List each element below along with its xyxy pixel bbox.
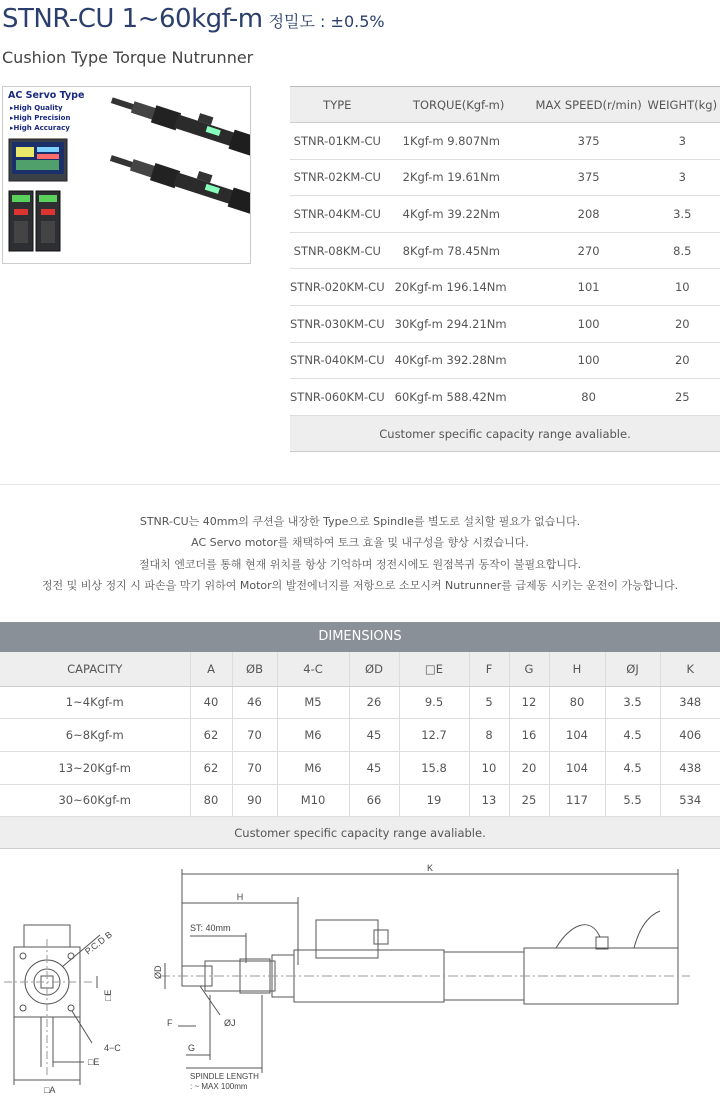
cell-c: M5 [277, 686, 349, 719]
cell-torque: 20Kgf-m 196.14Nm [385, 269, 533, 306]
cell-j: 3.5 [605, 686, 660, 719]
table-row [290, 342, 720, 379]
cell-g: 20 [509, 751, 549, 784]
c-leader [72, 1011, 92, 1043]
cell-f: 10 [469, 751, 509, 784]
motor-connector [596, 937, 608, 949]
cell-weight: 25 [645, 379, 720, 416]
section-divider [0, 484, 720, 485]
label-e-side: □E [103, 989, 113, 1001]
spec-table-header-row [290, 87, 720, 123]
spec-note-row [290, 415, 720, 452]
product-title: STNR-CU 1~60kgf-m [2, 4, 263, 34]
description-line: 정전 및 비상 정지 시 파손을 막기 위하여 Motor의 발전에너지를 저항으로 소모시켜 Nutrunner를 급제동 시키는 운전이 가능합니다. [41, 578, 679, 592]
table-row [290, 379, 720, 416]
cell-e: 15.8 [399, 751, 469, 784]
col-h: H [549, 652, 605, 686]
label-pcd: P.C.D B [83, 929, 114, 957]
cell-type: STNR-020KM-CU [290, 269, 385, 306]
cell-torque: 60Kgf-m 588.42Nm [385, 379, 533, 416]
table-row [290, 159, 720, 196]
dimensions-note: Customer specific capacity range avaliable. [0, 817, 720, 849]
cell-capacity: 6~8Kgf-m [0, 719, 190, 752]
cell-speed: 270 [533, 232, 645, 269]
cell-weight: 10 [645, 269, 720, 306]
col-weight: WEIGHT(kg) [645, 87, 720, 123]
cell-d: 66 [349, 784, 399, 817]
cell-b: 90 [232, 784, 277, 817]
col-e: □E [399, 652, 469, 686]
cell-weight: 3 [645, 159, 720, 196]
label-k: K [426, 863, 434, 873]
cell-speed: 375 [533, 159, 645, 196]
label-f: F [167, 1018, 173, 1028]
product-image [2, 86, 251, 264]
col-torque: TORQUE(Kgf-m) [385, 87, 533, 123]
cell-torque: 2Kgf-m 19.61Nm [385, 159, 533, 196]
label-stroke: ST: 40mm [190, 923, 231, 933]
description-line: 절대치 엔코더를 통해 현재 위치를 항상 기억하며 정전시에도 원점복귀 동작이 불필요합니다. [138, 557, 582, 571]
cell-c: M6 [277, 719, 349, 752]
cell-type: STNR-08KM-CU [290, 232, 385, 269]
cell-capacity: 30~60Kgf-m [0, 784, 190, 817]
cell-c: M6 [277, 751, 349, 784]
col-k: K [660, 652, 720, 686]
cell-e: 9.5 [399, 686, 469, 719]
cell-h: 104 [549, 719, 605, 752]
cell-capacity: 1~4Kgf-m [0, 686, 190, 719]
cell-h: 104 [549, 751, 605, 784]
col-d: ØD [349, 652, 399, 686]
cell-type: STNR-030KM-CU [290, 305, 385, 342]
label-d: ØD [153, 965, 163, 979]
cell-a: 80 [190, 784, 232, 817]
cell-torque: 40Kgf-m 392.28Nm [385, 342, 533, 379]
cell-b: 70 [232, 719, 277, 752]
cell-d: 26 [349, 686, 399, 719]
spec-table [290, 86, 720, 452]
table-row [290, 305, 720, 342]
bolt-hole [68, 1005, 74, 1011]
table-row [290, 269, 720, 306]
cell-type: STNR-060KM-CU [290, 379, 385, 416]
cell-type: STNR-040KM-CU [290, 342, 385, 379]
cell-g: 12 [509, 686, 549, 719]
label-h: H [236, 892, 244, 902]
label-spindle-length: SPINDLE LENGTH [190, 1072, 259, 1081]
cell-k: 406 [660, 719, 720, 752]
col-capacity: CAPACITY [0, 652, 190, 686]
cell-j: 5.5 [605, 784, 660, 817]
cell-e: 19 [399, 784, 469, 817]
cell-speed: 101 [533, 269, 645, 306]
cell-g: 16 [509, 719, 549, 752]
bolt-hole [20, 953, 26, 959]
bolt-hole [20, 1005, 26, 1011]
cell-type: STNR-02KM-CU [290, 159, 385, 196]
cable-1 [556, 925, 600, 948]
cell-d: 45 [349, 719, 399, 752]
table-row [0, 751, 720, 784]
col-j: ØJ [605, 652, 660, 686]
cell-f: 5 [469, 686, 509, 719]
cell-a: 62 [190, 751, 232, 784]
feature-item: ▸ High Accuracy [10, 123, 70, 133]
product-photo-illustration [3, 87, 251, 264]
table-row [290, 196, 720, 233]
cell-e: 12.7 [399, 719, 469, 752]
dimensions-header-row [0, 652, 720, 686]
cell-torque: 4Kgf-m 39.22Nm [385, 196, 533, 233]
cell-torque: 30Kgf-m 294.21Nm [385, 305, 533, 342]
table-row [290, 232, 720, 269]
cell-speed: 375 [533, 123, 645, 160]
cell-h: 80 [549, 686, 605, 719]
label-4c: 4−C [104, 1043, 121, 1053]
table-row [0, 784, 720, 817]
description-line: STNR-CU는 40mm의 쿠션을 내장한 Type으로 Spindle를 별도로 설치할 필요가 없습니다. [139, 515, 581, 528]
cell-weight: 3.5 [645, 196, 720, 233]
page-title [2, 4, 385, 38]
cell-speed: 208 [533, 196, 645, 233]
accuracy-value: ±0.5% [330, 12, 385, 31]
cell-b: 70 [232, 751, 277, 784]
cell-speed: 80 [533, 379, 645, 416]
cell-k: 438 [660, 751, 720, 784]
ac-servo-label: AC Servo Type [8, 90, 85, 101]
cell-type: STNR-04KM-CU [290, 196, 385, 233]
table-row [0, 686, 720, 719]
cell-b: 46 [232, 686, 277, 719]
table-row [290, 123, 720, 160]
cell-f: 8 [469, 719, 509, 752]
col-type: TYPE [290, 87, 385, 123]
label-e-bottom: □E [88, 1057, 100, 1067]
cell-h: 117 [549, 784, 605, 817]
col-c: 4-C [277, 652, 349, 686]
cell-weight: 3 [645, 123, 720, 160]
cable-2 [634, 911, 660, 948]
spec-note: Customer specific capacity range avaliable. [290, 415, 720, 452]
cell-weight: 8.5 [645, 232, 720, 269]
cell-weight: 20 [645, 305, 720, 342]
feature-item: ▸ High Quality [10, 103, 70, 113]
label-j: ØJ [224, 1018, 236, 1028]
transducer-box [316, 920, 378, 958]
cell-k: 534 [660, 784, 720, 817]
cell-a: 62 [190, 719, 232, 752]
label-spindle-max: : ~ MAX 100mm [190, 1082, 248, 1091]
col-f: F [469, 652, 509, 686]
table-row [0, 719, 720, 752]
cell-weight: 20 [645, 342, 720, 379]
cell-d: 45 [349, 751, 399, 784]
cell-g: 25 [509, 784, 549, 817]
cell-type: STNR-01KM-CU [290, 123, 385, 160]
cell-torque: 1Kgf-m 9.807Nm [385, 123, 533, 160]
col-max-speed: MAX SPEED(r/min) [533, 87, 645, 123]
cell-torque: 8Kgf-m 78.45Nm [385, 232, 533, 269]
cell-j: 4.5 [605, 719, 660, 752]
cell-c: M10 [277, 784, 349, 817]
dimensions-table [0, 652, 720, 849]
cell-j: 4.5 [605, 751, 660, 784]
cell-a: 40 [190, 686, 232, 719]
accuracy-label: 정밀도 : [268, 12, 326, 31]
product-subtitle: Cushion Type Torque Nutrunner [2, 48, 254, 67]
connector [374, 930, 388, 944]
col-g: G [509, 652, 549, 686]
dimensions-title: DIMENSIONS [0, 622, 720, 652]
product-description [0, 511, 720, 596]
feature-item: ▸ High Precision [10, 113, 70, 123]
dimensions-note-row [0, 817, 720, 849]
col-a: A [190, 652, 232, 686]
description-line: AC Servo motor를 채택하여 토크 효율 및 내구성을 향상 시켰습니다. [191, 536, 529, 550]
cell-speed: 100 [533, 342, 645, 379]
label-g: G [188, 1043, 196, 1053]
cell-f: 13 [469, 784, 509, 817]
col-b: ØB [232, 652, 277, 686]
label-a: □A [44, 1085, 56, 1095]
cell-speed: 100 [533, 305, 645, 342]
cell-k: 348 [660, 686, 720, 719]
cell-capacity: 13~20Kgf-m [0, 751, 190, 784]
technical-drawing [0, 855, 720, 1118]
